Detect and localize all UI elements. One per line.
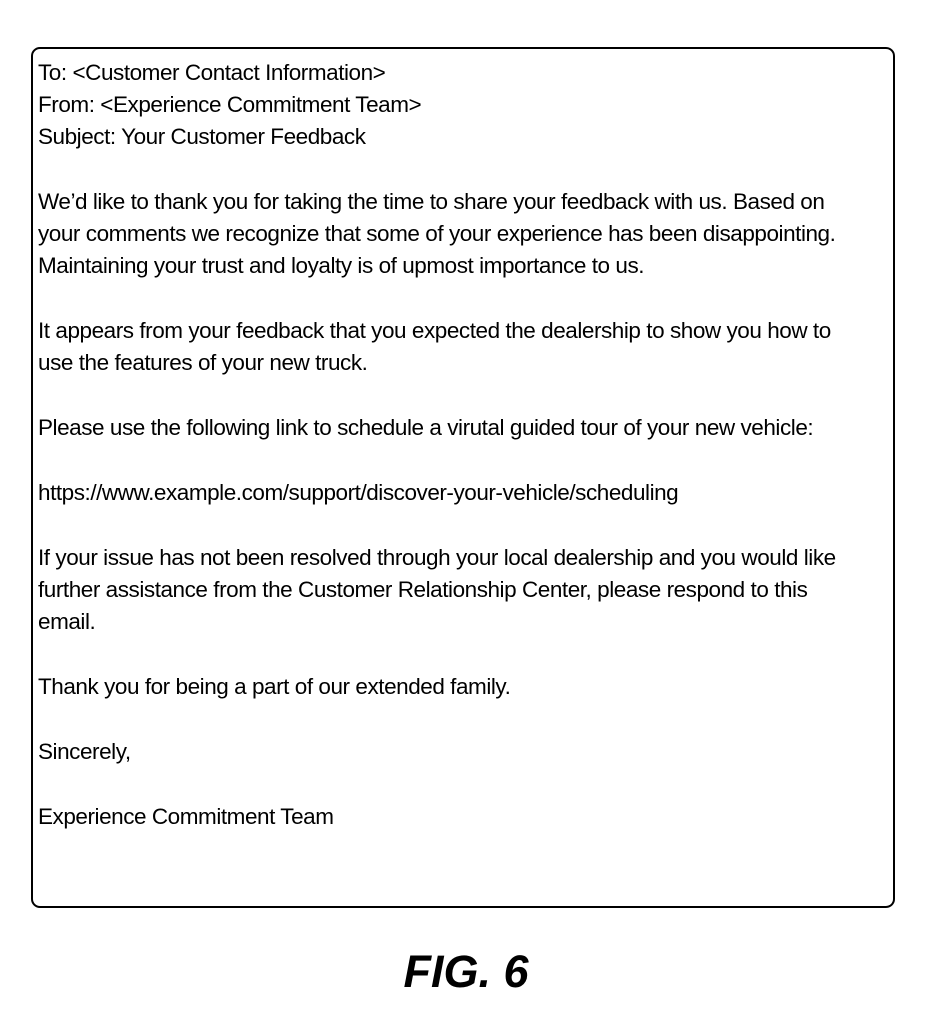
email-paragraph-assistance-line-3: email.: [38, 609, 96, 634]
email-paragraph-thanks-line-3: Maintaining your trust and loyalty is of upmost importance to us.: [38, 253, 645, 278]
email-to-line: To: <Customer Contact Information>: [38, 60, 386, 85]
email-paragraph-feedback-line-2: use the features of your new truck.: [38, 350, 368, 375]
figure-label: FIG. 6: [403, 946, 529, 997]
email-paragraph-schedule: Please use the following link to schedule a virutal guided tour of your new vehicle:: [38, 415, 814, 440]
email-paragraph-feedback-line-1: It appears from your feedback that you expected the dealership to show you how to: [38, 318, 831, 343]
email-message-box: [31, 47, 895, 908]
email-paragraph-thanks-line-1: We’d like to thank you for taking the time to share your feedback with us. Based on: [38, 189, 825, 214]
email-paragraph-assistance-line-1: If your issue has not been resolved through your local dealership and you would like: [38, 545, 836, 570]
email-paragraph-assistance-line-2: further assistance from the Customer Relationship Center, please respond to this: [38, 577, 808, 602]
email-from-line: From: <Experience Commitment Team>: [38, 92, 422, 117]
email-content: [38, 57, 888, 833]
email-paragraph-family: Thank you for being a part of our extended family.: [38, 674, 511, 699]
email-scheduling-link[interactable]: https://www.example.com/support/discover-your-vehicle/scheduling: [38, 480, 679, 505]
email-subject-line: Subject: Your Customer Feedback: [38, 124, 366, 149]
email-closing: Sincerely,: [38, 739, 131, 764]
email-paragraph-thanks-line-2: your comments we recognize that some of your experience has been disappointing.: [38, 221, 836, 246]
email-signature: Experience Commitment Team: [38, 804, 334, 829]
